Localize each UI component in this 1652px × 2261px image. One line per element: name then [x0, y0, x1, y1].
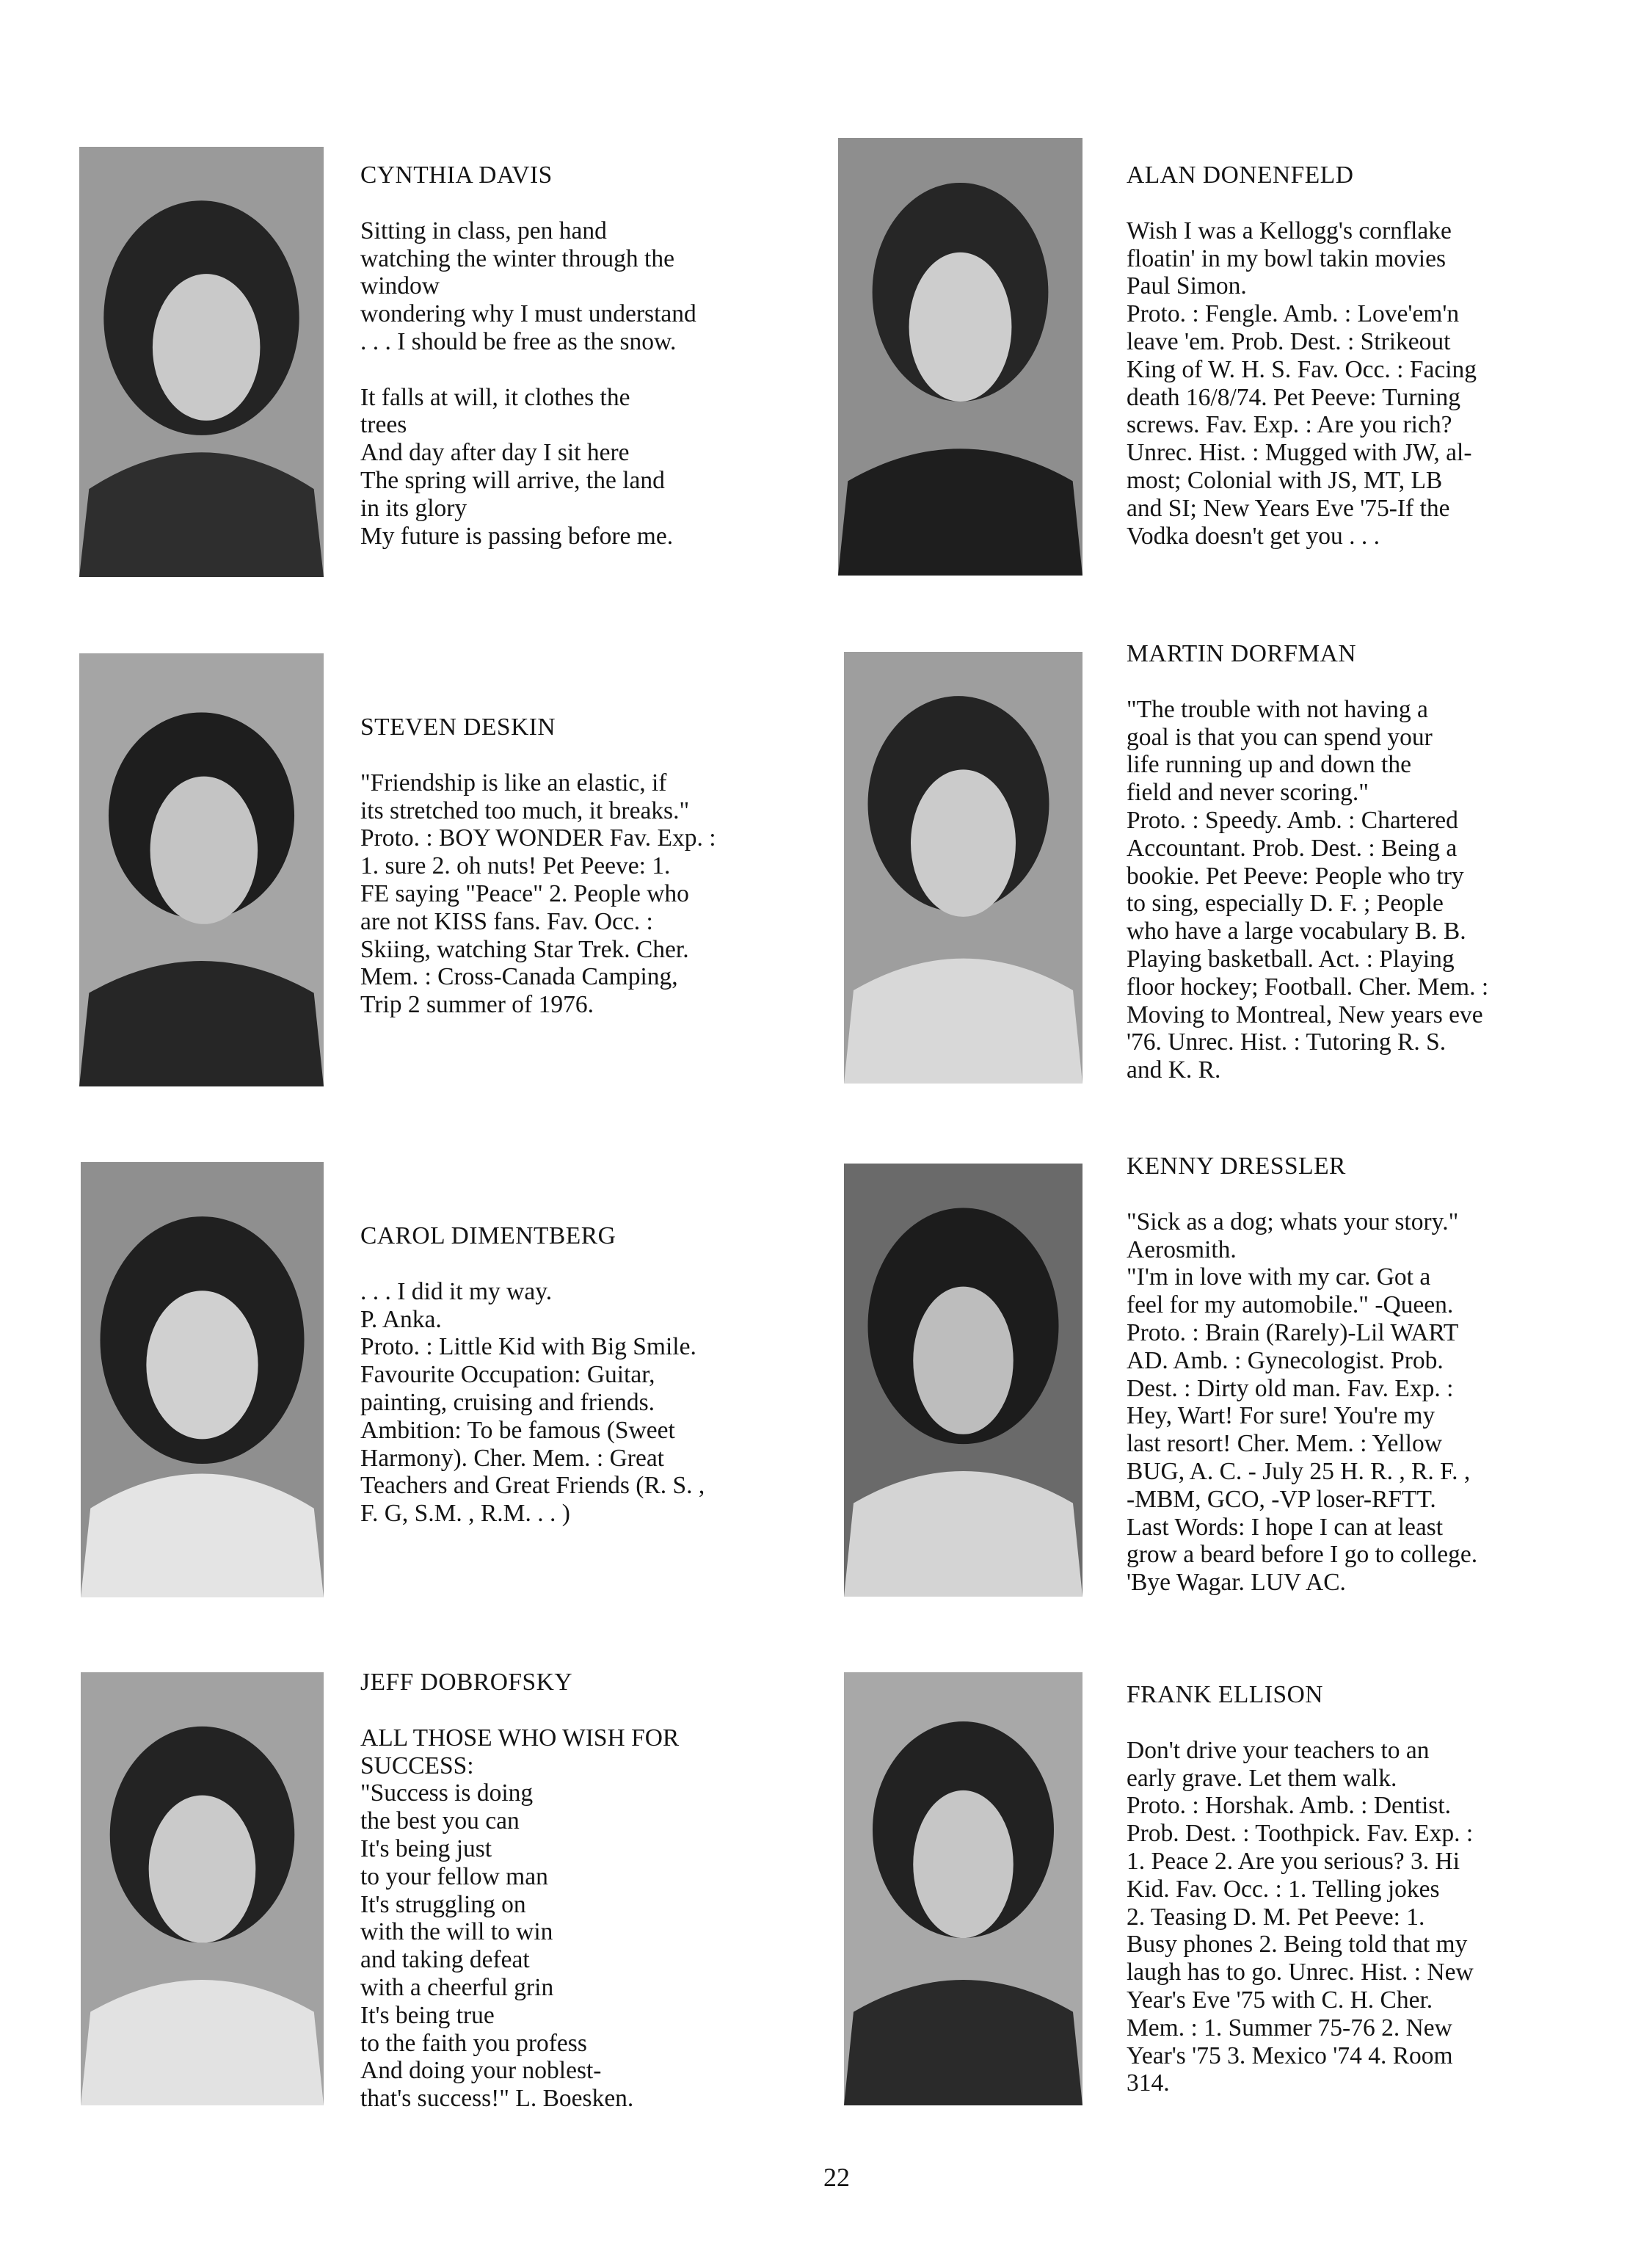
student-quote: Wish I was a Kellogg's cornflake floatin' in my bowl takin movies Paul Simon. Proto. : Fengle. Amb. : Love'em'n leave 'em. Prob. Dest. : Strikeout King of W. H. S. Fav. Occ. : Facing death 16/8/74. Pet Peeve: Turning screws. Fav. Exp. : Are you rich? Unrec. Hist. : Mugged with JW, al- most; Colonial with JS, MT, LB and SI; New Years Eve '75-If the Vodka doesn't get you . . .: [1127, 217, 1477, 550]
portrait-photo: [81, 1672, 324, 2105]
student-name: CYNTHIA DAVIS: [360, 162, 553, 189]
student-name: CAROL DIMENTBERG: [360, 1222, 616, 1249]
portrait-photo: [81, 1162, 324, 1597]
student-entry: [1127, 1153, 1640, 1597]
portrait-photo: [844, 1672, 1082, 2105]
student-entry: [360, 714, 830, 1019]
student-entry: [1127, 1681, 1640, 2097]
portrait-photo: [79, 147, 324, 577]
page-number: 22: [823, 2163, 850, 2192]
student-name: FRANK ELLISON: [1127, 1681, 1323, 1708]
student-quote: . . . I did it my way. P. Anka. Proto. : Little Kid with Big Smile. Favourite Occupation: Guitar, painting, cruising and friends. Ambition: To be famous (Sweet Harmony). Cher. Mem. : Great Teachers and Great Friends (R. S. , F. G, S.M. , R.M. . . ): [360, 1277, 705, 1528]
portrait-photo: [79, 653, 324, 1086]
student-quote: Sitting in class, pen hand watching the winter through the window wondering why I must understand . . . I should be free as the snow. It falls at will, it clothes the trees And day after day I sit here The spring will arrive, the land in its glory My future is passing before me.: [360, 217, 696, 550]
student-quote: ALL THOSE WHO WISH FOR SUCCESS: "Success is doing the best you can It's being just to your fellow man It's struggling on with the will to win and taking defeat with a cheerful grin It's being true to the faith you profess And doing your noblest- that's success!" L. Boesken.: [360, 1724, 680, 2113]
student-entry: [360, 1669, 830, 2113]
student-entry: [1127, 640, 1640, 1084]
portrait-silhouette: [844, 652, 1082, 1084]
student-quote: Don't drive your teachers to an early grave. Let them walk. Proto. : Horshak. Amb. : Dentist. Prob. Dest. : Toothpick. Fav. Exp. : 1. Peace 2. Are you serious? 3. Hi Kid. Fav. Occ. : 1. Telling jokes 2. Teasing D. M. Pet Peeve: 1. Busy phones 2. Being told that my laugh has to go. Unrec. Hist. : New Year's Eve '75 with C. H. Cher. Mem. : 1. Summer 75-76 2. New Year's '75 3. Mexico '74 4. Room 314.: [1127, 1736, 1474, 2097]
portrait-silhouette: [838, 138, 1082, 576]
student-name: JEFF DOBROFSKY: [360, 1669, 573, 1696]
portrait-photo: [844, 1164, 1082, 1597]
student-entry: [1127, 162, 1640, 550]
portrait-silhouette: [79, 653, 324, 1086]
student-name: KENNY DRESSLER: [1127, 1153, 1346, 1180]
student-entry: [360, 162, 830, 550]
student-entry: [360, 1222, 830, 1528]
student-name: STEVEN DESKIN: [360, 714, 556, 741]
portrait-silhouette: [844, 1672, 1082, 2105]
portrait-photo: [838, 138, 1082, 576]
portrait-silhouette: [81, 1672, 324, 2105]
portrait-silhouette: [844, 1164, 1082, 1597]
portrait-silhouette: [81, 1162, 324, 1597]
portrait-photo: [844, 652, 1082, 1084]
portrait-silhouette: [79, 147, 324, 577]
student-name: ALAN DONENFELD: [1127, 162, 1354, 189]
student-quote: "The trouble with not having a goal is that you can spend your life running up and down the field and never scoring." Proto. : Speedy. Amb. : Chartered Accountant. Prob. Dest. : Being a bookie. Pet Peeve: People who try to sing, especially D. F. ; People who have a large vocabulary B. B. Playing basketball. Act. : Playing floor hockey; Football. Cher. Mem. : Moving to Montreal, New years eve '76. Unrec. Hist. : Tutoring R. S. and K. R.: [1127, 695, 1489, 1084]
student-quote: "Sick as a dog; whats your story." Aerosmith. "I'm in love with my car. Got a feel for my automobile." -Queen. Proto. : Brain (Rarely)-Lil WART AD. Amb. : Gynecologist. Prob. Dest. : Dirty old man. Fav. Exp. : Hey, Wart! For sure! You're my last resort! Cher. Mem. : Yellow BUG, A. C. - July 25 H. R. , R. F. , -MBM, GCO, -VP loser-RFTT. Last Words: I hope I can at least grow a beard before I go to college. 'Bye Wagar. LUV AC.: [1127, 1208, 1478, 1597]
student-name: MARTIN DORFMAN: [1127, 640, 1357, 667]
student-quote: "Friendship is like an elastic, if its stretched too much, it breaks." Proto. : BOY WONDER Fav. Exp. : 1. sure 2. oh nuts! Pet Peeve: 1. FE saying "Peace" 2. People who are not KISS fans. Fav. Occ. : Skiing, watching Star Trek. Cher. Mem. : Cross-Canada Camping, Trip 2 summer of 1976.: [360, 769, 716, 1019]
